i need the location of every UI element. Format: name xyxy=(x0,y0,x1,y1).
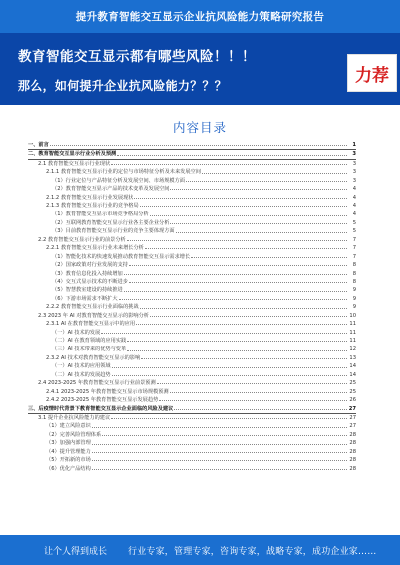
toc-leader-dots xyxy=(141,357,347,359)
toc-entry[interactable] xyxy=(28,312,356,320)
toc-entry[interactable] xyxy=(28,219,356,227)
toc-entry-text: 2.2.1 教育智能交互显示行业未来增长分析 xyxy=(46,245,144,252)
toc-entry[interactable] xyxy=(28,439,356,447)
toc-entry-text: （5）智慧教室建设的持续推进 xyxy=(52,287,123,294)
toc-entry[interactable] xyxy=(28,244,356,252)
toc-entry-page: 9 xyxy=(352,304,356,311)
toc-entry-text: （1）智能化技术的快速发展推动教育智能交互显示需求增长 xyxy=(52,253,191,260)
toc-entry-text: （2）教育智能交互显示产品的技术变革及发展空间 xyxy=(52,186,170,193)
toc-leader-dots xyxy=(176,231,347,233)
toc-leader-dots xyxy=(145,247,347,249)
toc-entry-page: 4 xyxy=(352,203,356,210)
toc-entry[interactable] xyxy=(28,286,356,294)
toc-entry-page: 3 xyxy=(352,160,356,167)
toc-leader-dots xyxy=(174,408,347,410)
toc-leader-dots xyxy=(112,366,347,368)
footer-expert-tags: 行业专家，管理专家，咨询专家，战略专家，成功企业家…… xyxy=(128,546,377,557)
toc-entry[interactable] xyxy=(28,337,356,345)
toc-entry-text: （一）AI 技术的应用领域 xyxy=(52,363,111,370)
toc-leader-dots xyxy=(127,239,347,241)
report-title-bar xyxy=(0,0,400,33)
toc-leader-dots xyxy=(101,332,347,334)
toc-leader-dots xyxy=(124,273,347,275)
toc-entry-page: 28 xyxy=(349,465,356,472)
toc-entry-page: 25 xyxy=(349,380,356,387)
toc-entry-text: （5）开拓新的市场 xyxy=(46,457,91,464)
banner-headline: 教育智能交互显示都有哪些风险！！！ xyxy=(18,49,256,65)
report-title: 提升教育智能交互显示企业抗风险能力策略研究报告 xyxy=(75,11,325,23)
toc-entry[interactable] xyxy=(28,150,356,159)
toc-entry[interactable] xyxy=(28,185,356,193)
toc-entry-text: 2.3.2 AI 技术对教育智能交互显示的影响 xyxy=(46,354,141,361)
toc-leader-dots xyxy=(129,281,347,283)
toc-entry-page: 7 xyxy=(352,245,356,252)
toc-entry-page: 3 xyxy=(352,169,356,176)
toc-entry[interactable] xyxy=(28,295,356,303)
toc-leader-dots xyxy=(140,205,347,207)
toc-entry-text: （6）优化产品结构 xyxy=(46,465,91,472)
toc-leader-dots xyxy=(170,188,347,190)
toc-leader-dots xyxy=(102,434,347,436)
toc-entry-page: 11 xyxy=(349,338,356,345)
toc-entry-text: （1）教育智能交互显示市场竞争格局分析 xyxy=(52,211,149,218)
toc-entry-page: 7 xyxy=(352,253,356,260)
toc-leader-dots xyxy=(124,290,347,292)
toc-leader-dots xyxy=(111,163,347,165)
toc-entry[interactable] xyxy=(28,422,356,430)
toc-leader-dots xyxy=(50,144,347,146)
toc-entry-page: 28 xyxy=(349,457,356,464)
toc-entry-text: （6）下游市场需求不断扩大 xyxy=(52,295,118,302)
toc-entry-text: （4）交互式显示技术的不断进步 xyxy=(52,278,128,285)
toc-entry[interactable] xyxy=(28,362,356,370)
toc-leader-dots xyxy=(150,214,347,216)
toc-leader-dots xyxy=(150,315,347,317)
toc-entry[interactable] xyxy=(28,388,356,396)
toc-entry[interactable] xyxy=(28,405,356,414)
toc-entry[interactable] xyxy=(28,448,356,456)
toc-entry-page: 26 xyxy=(349,397,356,404)
toc-entry[interactable] xyxy=(28,202,356,210)
toc-entry-page: 4 xyxy=(352,186,356,193)
toc-entry-page: 8 xyxy=(352,270,356,277)
toc-entry-page: 28 xyxy=(349,431,356,438)
toc-entry-text: （3）目前教育智能交互显示行业的竞争主要体现方面 xyxy=(52,228,175,235)
toc-entry-page: 7 xyxy=(352,236,356,243)
toc-entry-text: 2.4.1 2023-2025 年教育智能交互显示市场规模预测 xyxy=(46,388,169,395)
toc-leader-dots xyxy=(119,298,347,300)
toc-leader-dots xyxy=(140,307,347,309)
toc-leader-dots xyxy=(202,172,347,174)
toc-entry-page: 8 xyxy=(352,262,356,269)
toc-entry[interactable] xyxy=(28,465,356,473)
toc-entry-text: （三）AI 技术带来的优势与变革 xyxy=(52,346,127,353)
toc-leader-dots xyxy=(92,443,347,445)
toc-entry-text: 2.2.2 教育智能交互显示行业面临的挑战 xyxy=(46,304,139,311)
toc-entry[interactable] xyxy=(28,261,356,269)
toc-entry-text: 2.1.3 教育智能交互显示行业的竞争格局 xyxy=(46,203,139,210)
toc-entry[interactable] xyxy=(28,168,356,176)
hero-banner xyxy=(0,33,400,105)
toc-entry[interactable] xyxy=(28,379,356,387)
toc-entry-page: 12 xyxy=(349,346,356,353)
toc-entry-text: （4）提升管理能力 xyxy=(46,448,91,455)
toc-entry-text: 3.1 提升企业抗风险能力的建议 xyxy=(38,414,111,421)
toc-entry-text: （2）完善风险管理体系 xyxy=(46,431,102,438)
recommend-badge-label: 力荐 xyxy=(355,65,389,86)
toc-entry-page: 5 xyxy=(352,219,356,226)
toc-entry[interactable] xyxy=(28,414,356,422)
toc-leader-dots xyxy=(134,197,347,199)
toc-entry-page: 10 xyxy=(349,312,356,319)
toc-entry-page: 4 xyxy=(352,194,356,201)
toc-leader-dots xyxy=(191,256,347,258)
toc-entry-text: 2.3.1 AI 在教育智能交互显示中的应用 xyxy=(46,321,136,328)
toc-entry-text: （二）AI 在教育领域的应用实践 xyxy=(52,338,127,345)
toc-entry-page: 3 xyxy=(352,151,356,158)
toc-entry-page: 28 xyxy=(349,440,356,447)
toc-entry-page: 11 xyxy=(349,321,356,328)
toc-entry-page: 9 xyxy=(352,287,356,294)
toc-leader-dots xyxy=(112,374,347,376)
toc-leader-dots xyxy=(129,264,347,266)
toc-entry[interactable] xyxy=(28,141,356,150)
toc-entry-text: 2.3 2023 年 AI 对教育智能交互显示的影响分析 xyxy=(38,312,149,319)
toc-entry-text: 2.1 教育智能交互显示行业现状 xyxy=(38,160,111,167)
toc-entry-text: （一）AI 技术的发展 xyxy=(52,329,101,336)
toc-entry-page: 13 xyxy=(349,354,356,361)
toc-entry[interactable] xyxy=(28,211,356,219)
recommend-badge xyxy=(347,54,397,92)
toc-entry-page: 25 xyxy=(349,388,356,395)
toc-entry-page: 9 xyxy=(352,295,356,302)
toc-entry-page: 4 xyxy=(352,211,356,218)
toc-entry[interactable] xyxy=(28,236,356,244)
toc-entry-text: 2.4.2 2023-2025 年教育智能交互显示发展趋势 xyxy=(46,397,159,404)
footer-bar xyxy=(0,535,400,565)
toc-entry-page: 14 xyxy=(349,371,356,378)
toc-entry-text: （2）互联网教育智能交互显示行业各主要企业分析 xyxy=(52,219,170,226)
toc-entry-text: （1）行业定位与产品特征分析及发展空间、市场规模方面 xyxy=(52,177,185,184)
toc-entry-page: 27 xyxy=(349,423,356,430)
toc-entry-text: （3）加强内部管理 xyxy=(46,440,91,447)
toc-entry-text: 一、前言 xyxy=(28,141,49,148)
toc-entry[interactable] xyxy=(28,354,356,362)
toc-leader-dots xyxy=(92,426,347,428)
toc-entry[interactable] xyxy=(28,456,356,464)
toc-leader-dots xyxy=(127,340,347,342)
toc-leader-dots xyxy=(127,349,347,351)
banner-subline: 那么，如何提升企业抗风险能力？？？ xyxy=(18,79,228,93)
toc-entry[interactable] xyxy=(28,371,356,379)
toc-leader-dots xyxy=(170,222,347,224)
toc-entry[interactable] xyxy=(28,346,356,354)
toc-entry-page: 5 xyxy=(352,228,356,235)
toc-entry[interactable] xyxy=(28,396,356,404)
toc-leader-dots xyxy=(117,154,347,156)
toc-entry-page: 8 xyxy=(352,278,356,285)
toc-entry[interactable] xyxy=(28,160,356,168)
toc-entry[interactable] xyxy=(28,303,356,311)
toc-entry-text: （2）国家政策对行业发展的支持 xyxy=(52,262,128,269)
toc-entry-text: （3）教育信息化投入持续增加 xyxy=(52,270,123,277)
footer-slogan: 让个人得到成长 xyxy=(44,546,108,557)
toc-entry-page: 14 xyxy=(349,363,356,370)
toc-entry-page: 27 xyxy=(348,405,356,412)
toc-entry-text: 2.1.1 教育智能交互显示行业的定位与市场特征分析及未来发展空间 xyxy=(46,169,201,176)
toc-leader-dots xyxy=(111,417,347,419)
toc-entry-text: 2.2 教育智能交互显示行业的前景分析 xyxy=(38,236,126,243)
toc-entry[interactable] xyxy=(28,320,356,328)
toc-entry[interactable] xyxy=(28,431,356,439)
toc-entry[interactable] xyxy=(28,227,356,235)
toc-leader-dots xyxy=(92,451,347,453)
toc-entry-page: 1 xyxy=(352,141,356,148)
toc-entry[interactable] xyxy=(28,329,356,337)
toc-entry-page: 11 xyxy=(349,329,356,336)
toc-leader-dots xyxy=(170,391,347,393)
toc-entry[interactable] xyxy=(28,177,356,185)
toc-leader-dots xyxy=(92,468,347,470)
toc-leader-dots xyxy=(92,459,347,461)
toc-title: 内容目录 xyxy=(172,120,227,135)
toc-leader-dots xyxy=(136,323,347,325)
toc-leader-dots xyxy=(186,180,347,182)
toc-entry-text: 三、后疫情时代背景下教育智能交互显示企业面临的风险及建议 xyxy=(28,405,174,412)
toc-entry-text: 2.1.2 教育智能交互显示行业发展现状 xyxy=(46,194,134,201)
toc-entry-text: 2.4 2023-2025 年教育智能交互显示行业前景预测 xyxy=(38,380,156,387)
toc-entry-text: 二、教育智能交互显示行业分析及预测 xyxy=(28,151,117,158)
toc-entry[interactable] xyxy=(28,270,356,278)
toc-entry-page: 28 xyxy=(349,448,356,455)
toc-entry[interactable] xyxy=(28,278,356,286)
toc-entry[interactable] xyxy=(28,194,356,202)
toc-leader-dots xyxy=(157,382,347,384)
toc-entry-text: （二）AI 技术的发展趋势 xyxy=(52,371,111,378)
table-of-contents xyxy=(28,141,356,473)
toc-entry-page: 3 xyxy=(352,177,356,184)
toc-entry[interactable] xyxy=(28,253,356,261)
toc-entry-text: （1）建立风险意识 xyxy=(46,423,91,430)
toc-leader-dots xyxy=(159,399,347,401)
toc-entry-page: 27 xyxy=(349,414,356,421)
